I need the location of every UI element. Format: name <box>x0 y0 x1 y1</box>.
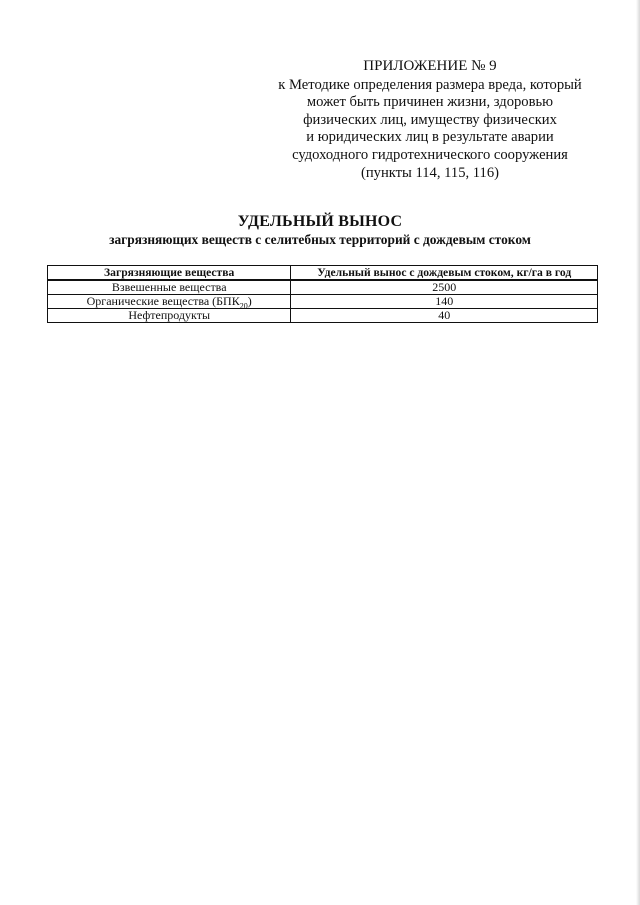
column-header-substance: Загрязняющие вещества <box>48 266 291 281</box>
appendix-line: (пункты 114, 115, 116) <box>360 164 499 181</box>
appendix-line: судоходного гидротехнического сооружения <box>292 146 568 163</box>
appendix-line: и юридических лиц в результате аварии <box>306 129 554 146</box>
cell-substance: Нефтепродукты <box>48 309 291 323</box>
cell-substance: Взвешенные вещества <box>48 280 291 295</box>
appendix-line: может быть причинен жизни, здоровью <box>306 94 554 111</box>
appendix-line: физических лиц, имуществу физических <box>303 111 557 128</box>
table-header-row <box>48 266 598 281</box>
appendix-header <box>262 58 598 182</box>
substance-subscript: 20 <box>239 301 248 311</box>
document-title <box>40 212 600 248</box>
table-row <box>48 280 598 295</box>
title-subtitle: загрязняющих веществ с селитебных территорий с дождевым стоком <box>109 232 531 247</box>
substance-name: Органические вещества (БПК <box>86 294 240 308</box>
appendix-heading: ПРИЛОЖЕНИЕ № 9 <box>363 58 497 74</box>
pollutant-table <box>47 265 598 323</box>
cell-value: 140 <box>291 295 598 309</box>
cell-value: 2500 <box>291 280 598 295</box>
page-edge-shadow <box>636 0 640 905</box>
table-row <box>48 309 598 323</box>
title-main: УДЕЛЬНЫЙ ВЫНОС <box>237 213 403 230</box>
appendix-line: к Методике определения размера вреда, который <box>278 76 582 93</box>
column-header-yield: Удельный вынос с дождевым стоком, кг/га в год <box>291 266 598 281</box>
substance-suffix: ) <box>247 294 252 308</box>
cell-value: 40 <box>291 309 598 323</box>
cell-substance <box>48 295 291 309</box>
table-row <box>48 295 598 309</box>
